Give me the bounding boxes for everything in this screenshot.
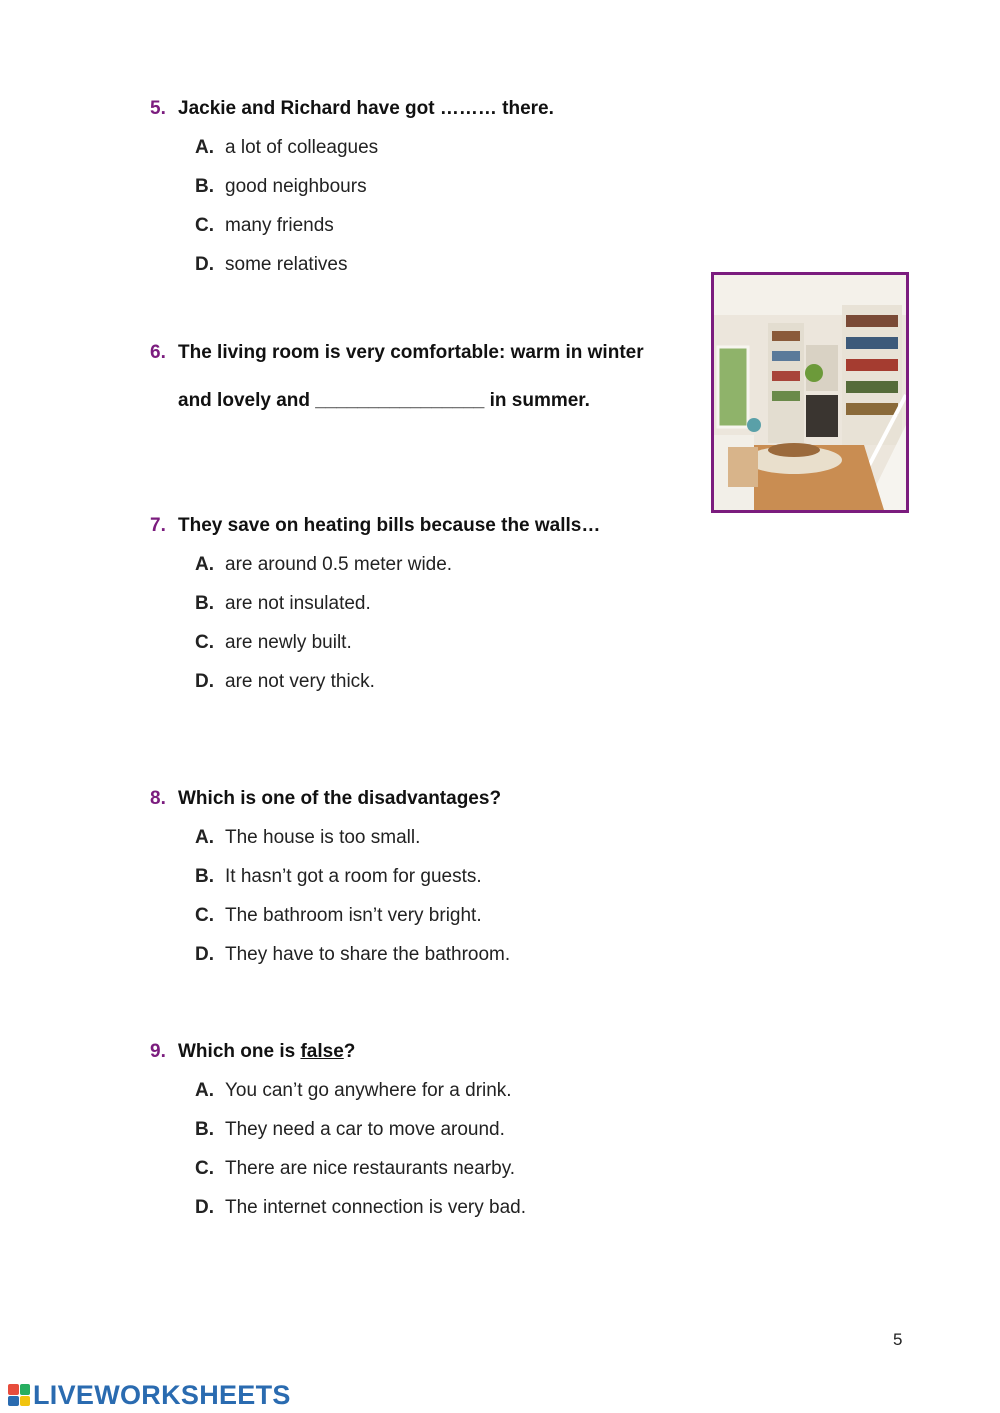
- question-number: 5.: [150, 98, 166, 119]
- option-7b[interactable]: B. are not insulated.: [195, 593, 371, 614]
- logo-text: LIVEWORKSHEETS: [33, 1379, 291, 1410]
- logo-icon: [8, 1384, 30, 1406]
- page-number: 5: [893, 1330, 903, 1349]
- option-7a[interactable]: A. are around 0.5 meter wide.: [195, 554, 453, 575]
- living-room-photo: [711, 272, 909, 513]
- question-number: 6.: [150, 342, 166, 363]
- question-8: [150, 788, 501, 810]
- question-number: 9.: [150, 1041, 166, 1062]
- question-6: [150, 342, 644, 364]
- question-text: Which is one of the disadvantages?: [178, 788, 502, 809]
- question-text-before: Which one is: [178, 1041, 301, 1062]
- question-5: [150, 98, 554, 120]
- option-5a[interactable]: A. a lot of colleagues: [195, 137, 379, 158]
- question-number: 8.: [150, 788, 166, 809]
- liveworksheets-logo[interactable]: [8, 1380, 291, 1410]
- option-9a[interactable]: A. You can’t go anywhere for a drink.: [195, 1080, 512, 1101]
- option-9d[interactable]: D. The internet connection is very bad.: [195, 1197, 527, 1218]
- question-text-line1: The living room is very comfortable: warm in winter: [178, 342, 644, 363]
- option-9b[interactable]: B. They need a car to move around.: [195, 1119, 505, 1140]
- question-text-underlined: false: [300, 1041, 344, 1062]
- option-9c[interactable]: C. There are nice restaurants nearby.: [195, 1158, 516, 1179]
- option-8c[interactable]: C. The bathroom isn’t very bright.: [195, 905, 482, 926]
- question-number: 7.: [150, 515, 166, 536]
- option-7c[interactable]: C. are newly built.: [195, 632, 352, 653]
- option-5c[interactable]: C. many friends: [195, 215, 334, 236]
- question-7: [150, 515, 600, 537]
- option-8b[interactable]: B. It hasn’t got a room for guests.: [195, 866, 482, 887]
- question-text: They save on heating bills because the walls…: [178, 515, 601, 536]
- question-6-line2[interactable]: [178, 390, 590, 412]
- option-8d[interactable]: D. They have to share the bathroom.: [195, 944, 511, 965]
- fill-in-blank-text: and lovely and ________________ in summer.: [178, 390, 590, 411]
- question-9: [150, 1041, 355, 1063]
- option-5b[interactable]: B. good neighbours: [195, 176, 367, 197]
- question-text: Jackie and Richard have got ……… there.: [178, 98, 554, 119]
- question-text-after: ?: [343, 1041, 356, 1062]
- option-7d[interactable]: D. are not very thick.: [195, 671, 375, 692]
- living-room-illustration: [714, 275, 906, 510]
- option-5d[interactable]: D. some relatives: [195, 254, 348, 275]
- option-8a[interactable]: A. The house is too small.: [195, 827, 421, 848]
